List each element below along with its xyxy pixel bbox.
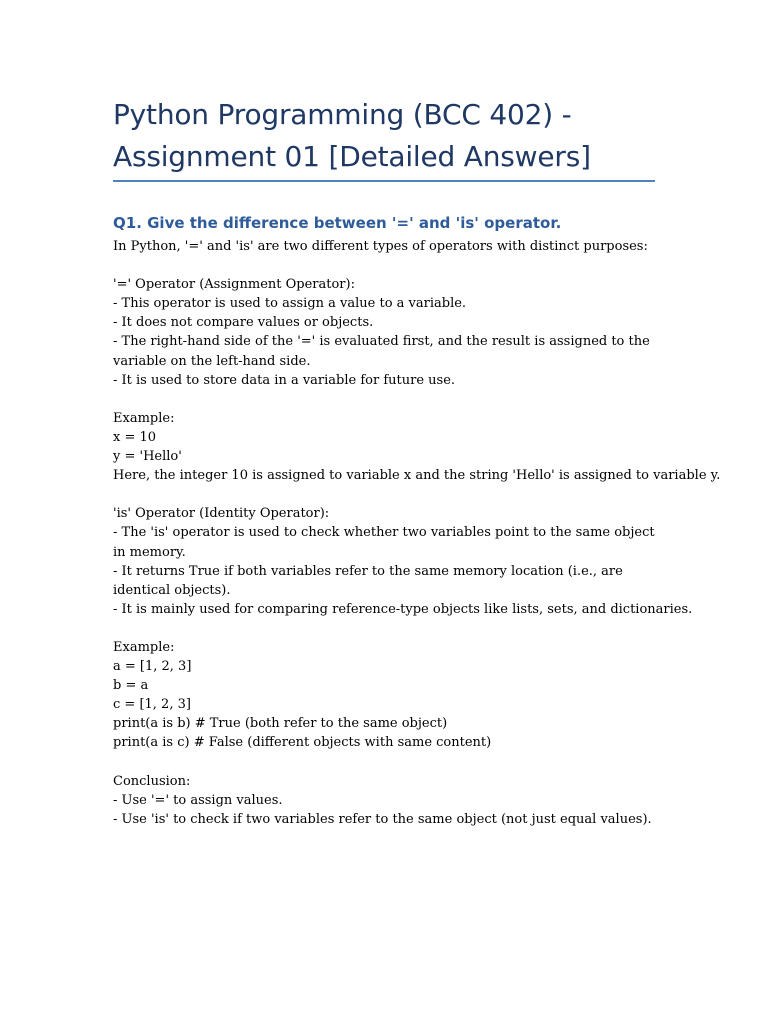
bullet-line: - It returns True if both variables refer to the same memory location (i.e., are identical objects). <box>113 563 623 598</box>
body-line: Here, the integer 10 is assigned to variable x and the string 'Hello' is assigned to variable y. <box>113 468 721 484</box>
answer-body <box>113 237 721 829</box>
bullet-line: - This operator is used to assign a value to a variable. <box>113 296 467 312</box>
code-line: print(a is c) # False (different objects with same content) <box>113 735 492 751</box>
bullet-line: - Use '=' to assign values. <box>113 792 283 808</box>
question-heading: Q1. Give the difference between '=' and 'is' operator. <box>113 214 562 232</box>
example-heading: Example: <box>113 410 175 426</box>
bullet-line: - The right-hand side of the '=' is evaluated first, and the result is assigned to the variable on the left-hand side. <box>113 334 650 369</box>
code-line: b = a <box>113 678 149 694</box>
bullet-line: - The 'is' operator is used to check whether two variables point to the same object in memory. <box>113 525 655 560</box>
blank-line <box>113 390 661 409</box>
bullet-line: - It does not compare values or objects. <box>113 315 374 331</box>
blank-line <box>113 256 661 275</box>
blank-line <box>113 619 661 638</box>
bullet-line: - It is used to store data in a variable for future use. <box>113 372 456 388</box>
example-heading: Example: <box>113 639 175 655</box>
section-heading-assignment: '=' Operator (Assignment Operator): <box>113 277 355 293</box>
blank-line <box>113 485 661 504</box>
section-heading-identity: 'is' Operator (Identity Operator): <box>113 506 330 522</box>
code-line: c = [1, 2, 3] <box>113 697 191 713</box>
body-line: In Python, '=' and 'is' are two different types of operators with distinct purposes: <box>113 239 648 254</box>
code-line: x = 10 <box>113 429 157 445</box>
code-line: print(a is b) # True (both refer to the same object) <box>113 716 448 732</box>
code-line: y = 'Hello' <box>113 449 182 465</box>
blank-line <box>113 753 661 772</box>
document-title: Python Programming (BCC 402) - Assignment 01 [Detailed Answers] <box>113 98 591 173</box>
code-line: a = [1, 2, 3] <box>113 659 192 675</box>
bullet-line: - Use 'is' to check if two variables refer to the same object (not just equal values). <box>113 811 652 827</box>
title-divider <box>113 180 655 182</box>
bullet-line: - It is mainly used for comparing reference-type objects like lists, sets, and dictionaries. <box>113 601 693 617</box>
conclusion-heading: Conclusion: <box>113 773 191 789</box>
